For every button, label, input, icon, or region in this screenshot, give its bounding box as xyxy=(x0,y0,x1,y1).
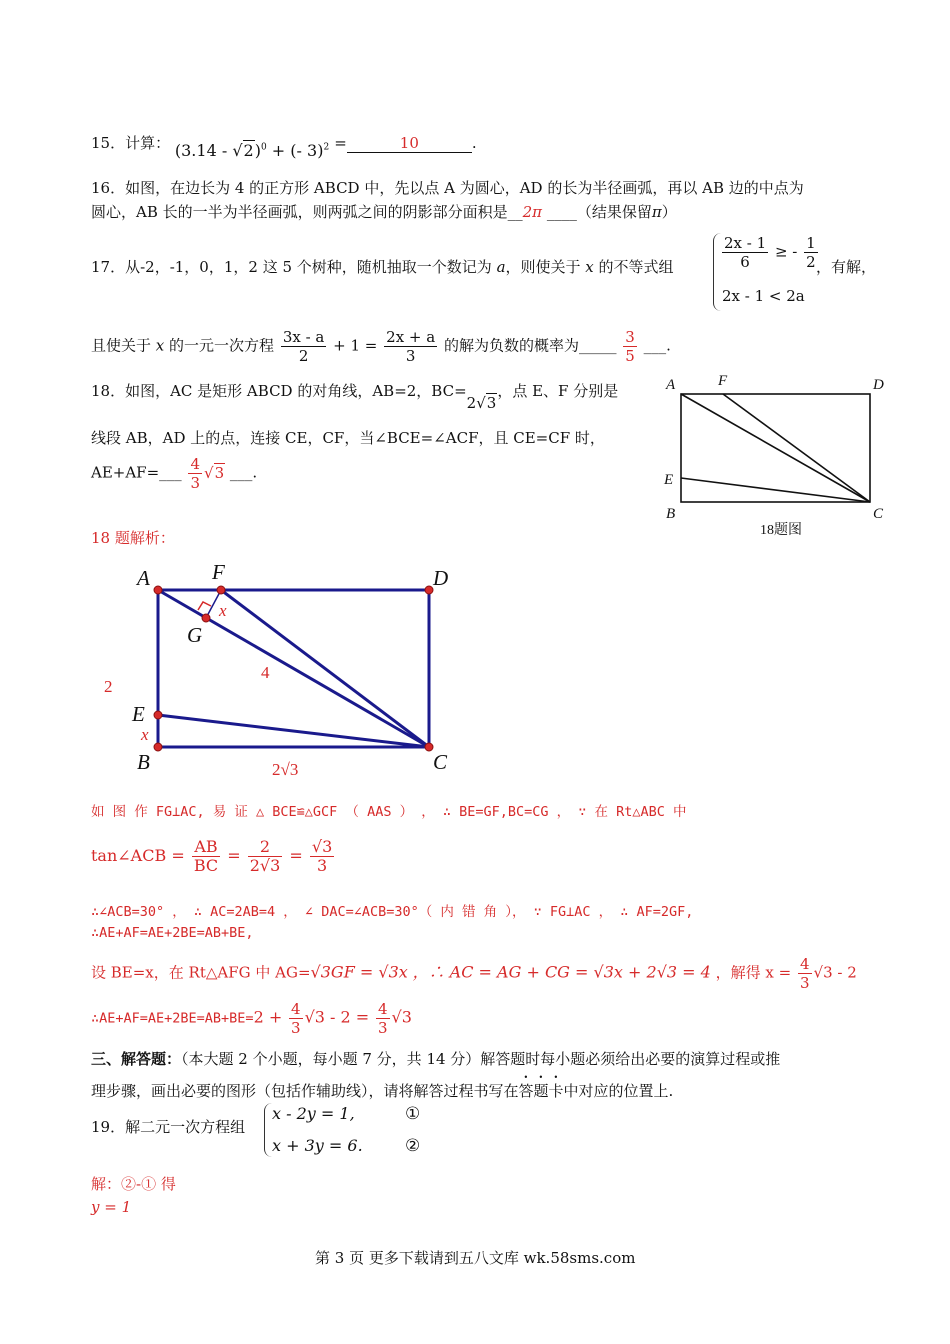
q19-solution-1: 解：②-① 得 xyxy=(91,1175,176,1193)
sol18-right-angle xyxy=(198,602,211,610)
sol18-line6: ∴AE+AF=AE+2BE=AB+BE=2 + $\frac{4}{3}$ √3 - 2 = $\frac{4}{3}$ √3 xyxy=(91,1000,412,1037)
sol18-point-f xyxy=(217,586,225,594)
sol18-label-2: 2 xyxy=(104,677,113,696)
q18-label-f: F xyxy=(718,373,728,389)
q16-line2: 圆心，AB 长的一半为半径画弧，则两弧之间的阴影部分面积是__2π ____（结果保留π） xyxy=(91,203,677,221)
q18-label-a: A xyxy=(666,377,676,393)
sol18-line1: 如 图 作 FG⊥AC, 易 证 △ BCE≌△GCF （ AAS ） ， ∴ BE=GF,BC=CG ， ∵ 在 Rt△ABC 中 xyxy=(91,804,687,820)
q18-line-ac xyxy=(681,394,870,502)
q18-label-b: B xyxy=(666,506,676,522)
page-footer: 第 3 页 更多下载请到五八文库 wk.58sms.com xyxy=(315,1249,636,1267)
sol18-point-g xyxy=(202,614,210,622)
sol18-point-b xyxy=(154,743,162,751)
sol18-label-d: D xyxy=(433,566,449,590)
sol18-point-e xyxy=(154,711,162,719)
q18-caption: 18题图 xyxy=(760,523,802,538)
q17-line1: 17．从-2，-1，0，1，2 这 5 个树种，随机抽取一个数记为 a，则使关于 x 的不等式组 xyxy=(91,258,674,276)
q19-label: 19．解二元一次方程组 xyxy=(91,1118,246,1136)
sol18-label-g: G xyxy=(187,623,203,647)
q18-label-d: D xyxy=(873,377,884,393)
sol18-point-c xyxy=(425,743,433,751)
sol18-label-b: B xyxy=(137,750,150,774)
q19-eq2: x + 3y = 6. xyxy=(272,1136,363,1155)
q19-eq1-tag: ① xyxy=(405,1104,421,1124)
q18-label-e: E xyxy=(664,472,674,488)
sol18-point-d xyxy=(425,586,433,594)
sol18-label-c: C xyxy=(433,750,448,774)
section3-line2: 理步骤，画出必要的图形（包括作辅助线），请将解答过程书写在答题卡中对应的位置上. xyxy=(91,1082,674,1100)
sol18-line2: tan∠ACB = $\frac{AB}{BC}$ = $\frac{2}{2√3}$ = $\frac{√3}{3}$ xyxy=(91,837,333,875)
q18-label-c: C xyxy=(873,506,884,522)
sol18-line5: 设 BE=x，在 Rt△AFG 中 AG=√3GF = √3x ，∴ AC = AG + CG = √3x + 2√3 = 4 ，解得 x = $\frac{4}{3}$ √3 - 2 xyxy=(91,955,857,992)
q19-eq2-tag: ② xyxy=(405,1136,421,1156)
q15-answer: 10 xyxy=(399,134,419,152)
q17-answer: $\frac{3}{5}$ xyxy=(625,328,635,365)
sol18-label-bc: 2√3 xyxy=(272,760,299,779)
sol18-line-fc xyxy=(221,590,429,747)
q19-solution-2: y = 1 xyxy=(91,1198,132,1216)
section3-title: 三、解答题： xyxy=(91,1050,182,1068)
q16-answer: 2π xyxy=(522,203,543,221)
q16-line1: 16．如图，在边长为 4 的正方形 ABCD 中，先以点 A 为圆心，AD 的长为半径画弧，再以 AB 边的中点为 xyxy=(91,179,804,197)
sol18-label-a: A xyxy=(137,566,150,590)
q15: 15．计算： (3.14 - √2)$^0$ + (- 3)$^2$ = 10 . xyxy=(91,134,477,160)
q18-figure xyxy=(660,372,900,542)
sol18-label-e: E xyxy=(132,702,145,726)
section3-line1: 三、解答题：（本大题 2 个小题，每小题 7 分，共 14 分）解答题时每小题必须给出必要的演算过程或推 xyxy=(91,1050,781,1068)
q18-line2: 线段 AB，AD 上的点，连接 CE，CF，当∠BCE=∠ACF，且 CE=CF 时， xyxy=(91,429,605,447)
q19-eq1: x - 2y = 1, xyxy=(272,1104,355,1123)
sol18-label-4: 4 xyxy=(261,663,270,682)
sol18-label-x2: x xyxy=(141,725,149,744)
sol18-figure xyxy=(100,558,470,783)
q18-answer: $\frac{4}{3}$ √3 xyxy=(190,455,225,492)
sol18-line3: ∴∠ACB=30° ， ∴ AC=2AB=4 ， ∠ DAC=∠ACB=30°（ 内 错 角 ）， ∵ FG⊥AC ， ∴ AF=2GF, xyxy=(91,904,694,920)
q17-ineq2: 2x - 1 < 2a xyxy=(722,287,805,305)
sol18-line4: ∴AE+AF=AE+2BE=AB+BE, xyxy=(91,925,254,941)
q17-ineq1: $\frac{2x - 1}{6}$ ≥ - $\frac{1}{2}$ xyxy=(724,234,816,271)
sol18-point-a xyxy=(154,586,162,594)
q18-line3: AE+AF=___ $\frac{4}{3}$ √3 ___. xyxy=(91,455,258,492)
sol18-label-f: F xyxy=(212,560,225,584)
q17-line2: 且使关于 x 的一元一次方程 $\frac{3x - a}{2}$ + 1 = $\frac{2x + a}{3}$ 的解为负数的概率为_____ $\frac{3}{5}$ ___. xyxy=(91,328,671,365)
sol18-title: 18 题解析： xyxy=(91,529,175,547)
sol18-line-ac xyxy=(158,590,429,747)
sol18-line-ec xyxy=(158,715,429,747)
q18-line1: 18．如图，AC 是矩形 ABCD 的对角线，AB=2，BC=2√3，点 E、F 分别是 xyxy=(91,382,619,412)
sol18-label-x1: x xyxy=(219,601,227,620)
